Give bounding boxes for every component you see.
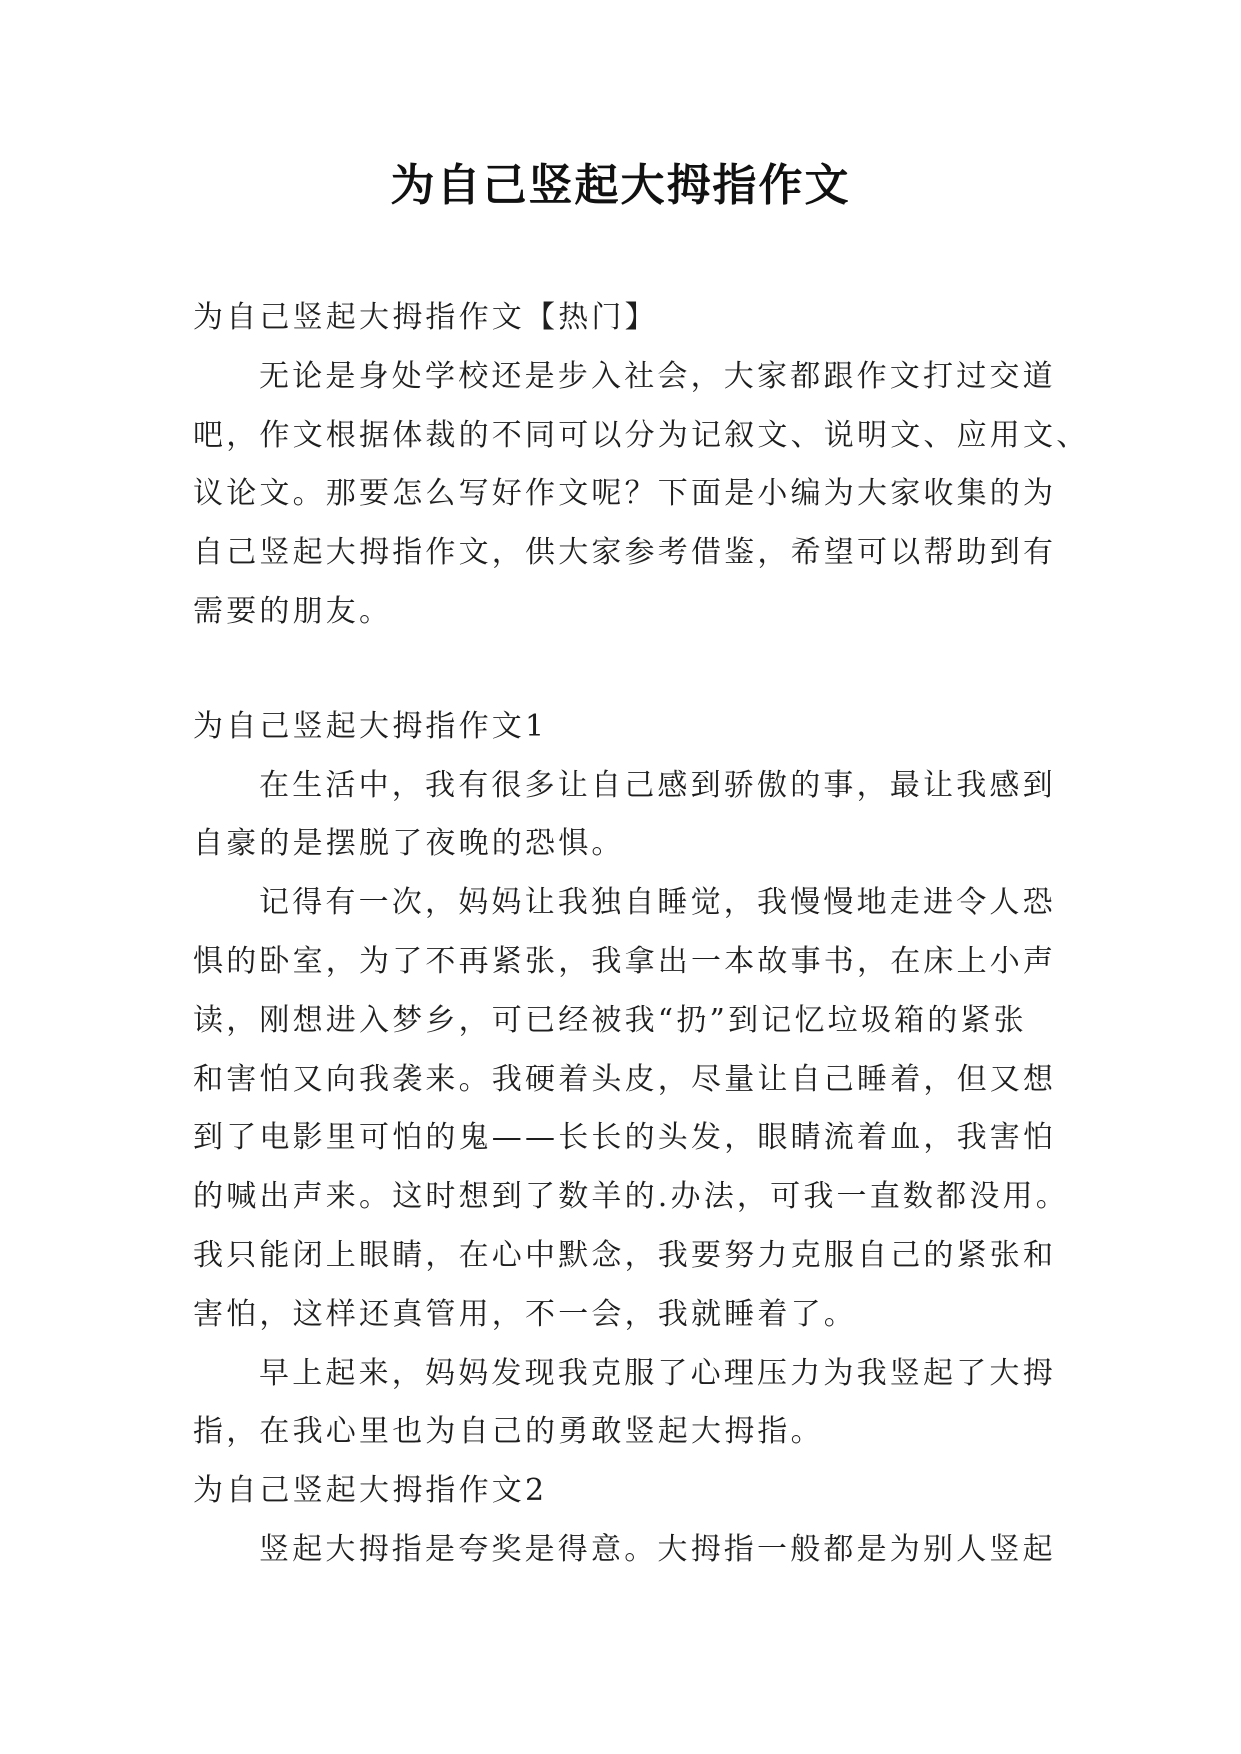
document-title: 为自己竖起大拇指作文	[390, 160, 851, 211]
essay-paragraph	[193, 1521, 1193, 1580]
essay-paragraph	[193, 1345, 1193, 1463]
paragraph-line: 惧的卧室，为了不再紧张，我拿出一本故事书，在床上小声	[193, 943, 1057, 979]
paragraph-line: 无论是身处学校还是步入社会，大家都跟作文打过交道	[259, 358, 1056, 394]
paragraph-line: 害怕，这样还真管用，不一会，我就睡着了。	[193, 1296, 857, 1332]
paragraph-line: 需要的朋友。	[193, 593, 393, 629]
essay-paragraph	[193, 757, 1193, 875]
paragraph-line: 自豪的是摆脱了夜晚的恐惧。	[193, 826, 625, 862]
paragraph-line: 早上起来，妈妈发现我克服了心理压力为我竖起了大拇	[259, 1355, 1056, 1391]
paragraph-line: 议论文。那要怎么写好作文呢？下面是小编为大家收集的为	[193, 476, 1057, 512]
paragraph-line: 我只能闭上眼睛，在心中默念，我要努力克服自己的紧张和	[193, 1237, 1057, 1273]
paragraph-line: 自己竖起大拇指作文，供大家参考借鉴，希望可以帮助到有	[193, 535, 1057, 571]
intro-paragraph	[193, 348, 1193, 642]
paragraph-line: 读，刚想进入梦乡，可已经被我“扔”到记忆垃圾箱的紧张	[193, 1002, 1027, 1038]
paragraph-line: 的喊出声来。这时想到了数羊的.办法，可我一直数都没用。	[193, 1179, 1069, 1215]
paragraph-line: 和害怕又向我袭来。我硬着头皮，尽量让自己睡着，但又想	[193, 1061, 1057, 1097]
paragraph-line: 在生活中，我有很多让自己感到骄傲的事，最让我感到	[259, 767, 1056, 803]
paragraph-line: 竖起大拇指是夸奖是得意。大拇指一般都是为别人竖起	[259, 1531, 1056, 1567]
document-heading: 为自己竖起大拇指作文【热门】	[193, 300, 658, 335]
paragraph-line: 指，在我心里也为自己的勇敢竖起大拇指。	[193, 1414, 824, 1450]
paragraph-line: 吧，作文根据体裁的不同可以分为记叙文、说明文、应用文、	[193, 417, 1090, 453]
essay-paragraph	[193, 874, 1193, 1344]
document-body	[193, 289, 1193, 1580]
essay-section	[193, 698, 1193, 1462]
essay-heading: 为自己竖起大拇指作文1	[193, 708, 548, 744]
essay-heading: 为自己竖起大拇指作文2	[193, 1473, 548, 1509]
paragraph-line: 到了电影里可怕的鬼——长长的头发，眼睛流着血，我害怕	[193, 1120, 1057, 1156]
paragraph-line: 记得有一次，妈妈让我独自睡觉，我慢慢地走进令人恐	[259, 885, 1056, 921]
section-spacer	[193, 642, 1193, 698]
essay-section	[193, 1462, 1193, 1580]
